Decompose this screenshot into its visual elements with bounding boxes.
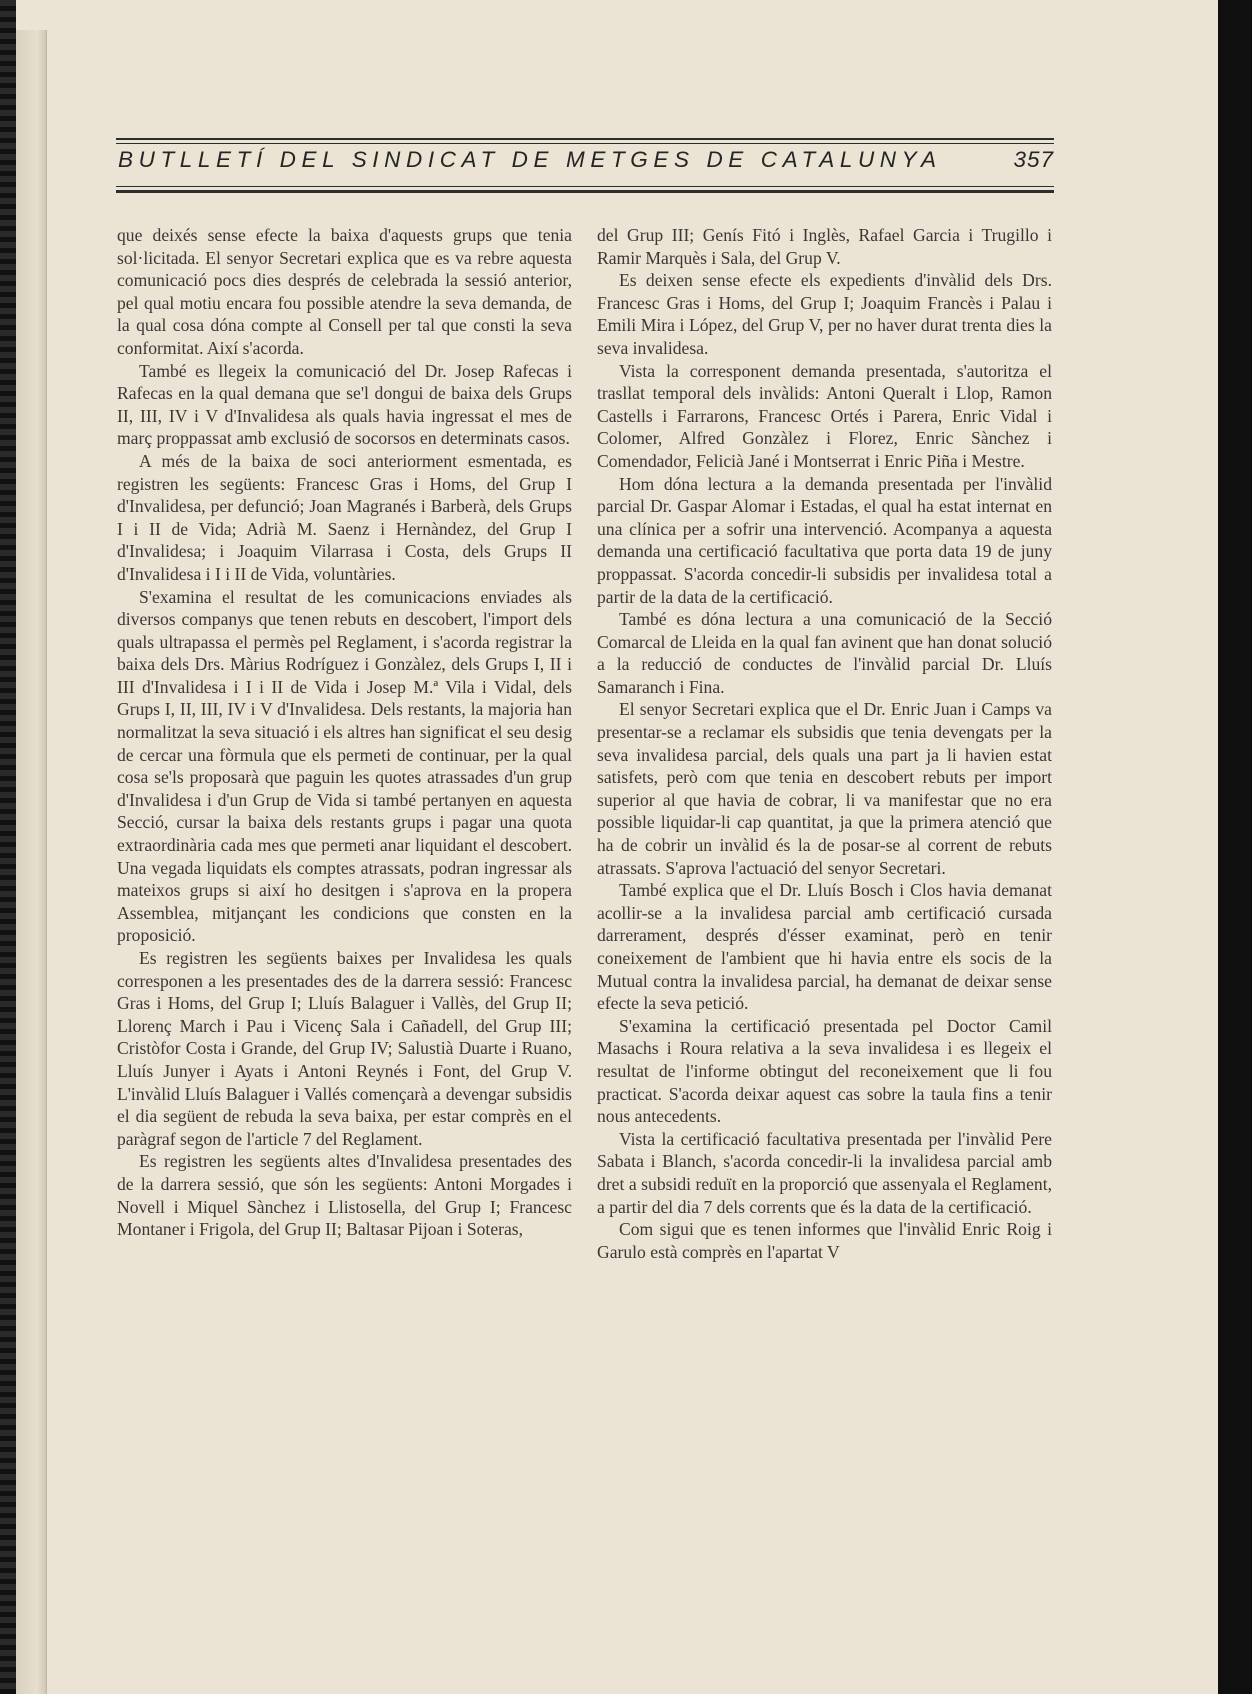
paragraph: S'examina la certificació presentada pel Doctor Camil Masachs i Roura relativa a la seva invalidesa i es llegeix el resultat de l'informe obtingut del reconeixement que li fou practicat. S'acorda deixar aquest cas sobre la taula fins a tenir nous antecedents. xyxy=(597,1015,1052,1127)
right-column xyxy=(597,224,1052,1263)
header-rule-top-thick xyxy=(116,138,1054,140)
page-number: 357 xyxy=(1013,147,1054,172)
paragraph: que deixés sense efecte la baixa d'aquests grups que tenia sol·licitada. El senyor Secretari explica que es va rebre aquesta comunicació pocs dies després de celebrada la sessió anterior, pel qual motiu encara fou possible atendre la seva demanda, de la qual cosa dóna compte al Consell per tal que consti la seva conformitat. Així s'acorda. xyxy=(117,225,572,358)
paragraph: del Grup III; Genís Fitó i Inglès, Rafael Garcia i Trugillo i Ramir Marquès i Sala, del Grup V. xyxy=(597,225,1052,268)
running-header xyxy=(116,138,1054,200)
scanner-right-border xyxy=(1218,0,1252,1694)
header-rule-top-thin xyxy=(116,143,1054,144)
left-column xyxy=(117,224,572,1241)
paragraph: També es llegeix la comunicació del Dr. Josep Rafecas i Rafecas en la qual demana que se'l dongui de baixa dels Grups II, III, IV i V d'Invalidesa als quals havia ingressat el mes de març proppassat amb exclusió de socorsos en determinats casos. xyxy=(117,360,572,449)
paragraph: S'examina el resultat de les comunicacions enviades als diversos companys que tenen rebuts en descobert, l'import dels quals ultrapassa el permès pel Reglament, i s'acorda registrar la baixa dels Drs. Màrius Rodríguez i Gonzàlez, dels Grups I, II i III d'Invalidesa i I i II de Vida i Josep M.ª Vila i Vidal, dels Grups I, II, III, IV i V d'Invalidesa. Dels restants, la majoria han normalitzat la seva situació i els altres han significat el seu desig de cercar una fòrmula que els permeti de continuar, per la qual cosa se'ls proposarà que paguin les quotes atrassades d'un grup d'Invalidesa i d'un Grup de Vida si també pertanyen en aquesta Secció, cursar la baixa dels restants grups i pagar una quota extraordinària cada mes que permeti anar liquidant el descobert. Una vegada liquidats els comptes atrassats, podran ingressar als mateixos grups si així ho desitgen i s'aprova en la propera Assemblea, mitjançant les condicions que consten en la proposició. xyxy=(117,586,572,946)
paragraph: A més de la baixa de soci anteriorment esmentada, es registren les següents: Francesc Gras i Homs, del Grup I d'Invalidesa, per defunció; Joan Magranés i Barberà, dels Grups I i II de Vida; Adrià M. Saenz i Hernàndez, del Grup I d'Invalidesa; i Joaquim Vilarrasa i Costa, dels Grups II d'Invalidesa i I i II de Vida, voluntàries. xyxy=(117,450,572,584)
paragraph: Es deixen sense efecte els expedients d'invàlid dels Drs. Francesc Gras i Homs, del Grup I; Joaquim Francès i Palau i Emili Mira i López, del Grup V, per no haver durat trenta dies la seva invalidesa. xyxy=(597,270,1052,358)
paragraph: Com sigui que es tenen informes que l'invàlid Enric Roig i Garulo està comprès en l'apartat V xyxy=(597,1219,1052,1262)
previous-page-edge xyxy=(16,30,47,1694)
header-rule-bottom-thin xyxy=(116,186,1054,187)
paragraph: També explica que el Dr. Lluís Bosch i Clos havia demanat acollir-se a la invalidesa parcial amb certificació cursada darrerament, després d'ésser examinat, però en tenir coneixement de l'ambient que hi havia entre els socis de la Mutual contra la invalidesa parcial, ha demanat de deixar sense efecte la seva petició. xyxy=(597,880,1052,1014)
paragraph: Es registren les següents altes d'Invalidesa presentades des de la darrera sessió, que són les següents: Antoni Morgades i Novell i Miquel Sànchez i Llistosella, del Grup I; Francesc Montaner i Frigola, del Grup II; Baltasar Pijoan i Soteras, xyxy=(117,1151,572,1240)
paragraph: Vista la certificació facultativa presentada per l'invàlid Pere Sabata i Blanch, s'acorda concedir-li la invalidesa parcial amb dret a subsidi reduït en la proporció que assenyala el Reglament, a partir del dia 7 dels corrents que és la data de la certificació. xyxy=(597,1128,1052,1217)
header-rule-bottom-thick xyxy=(116,190,1054,193)
scanner-left-border xyxy=(0,0,16,1694)
running-title: BUTLLETÍ DEL SINDICAT DE METGES DE CATALUNYA xyxy=(118,147,942,172)
paragraph: Vista la corresponent demanda presentada, s'autoritza el trasllat temporal dels invàlids: Antoni Queralt i Llop, Ramon Castells i Farrarons, Francesc Ortés i Parera, Enric Vidal i Colomer, Alfred Gonzàlez i Florez, Enric Sànchez i Comendador, Felicià Jané i Montserrat i Enric Piña i Mestre. xyxy=(597,360,1052,471)
paragraph: Hom dóna lectura a la demanda presentada per l'invàlid parcial Dr. Gaspar Alomar i Estadas, el qual ha estat internat en una clínica per a sofrir una intervenció. Acompanya a aquesta demanda una certificació facultativa que porta data 19 de juny proppassat. S'acorda concedir-li subsidis per invalidesa total a partir de la data de la certificació. xyxy=(597,473,1052,607)
paragraph: Es registren les següents baixes per Invalidesa les quals corresponen a les presentades des de la darrera sessió: Francesc Gras i Homs, del Grup I; Lluís Balaguer i Vallès, del Grup II; Llorenç March i Pau i Vicenç Sala i Cañadell, del Grup III; Cristòfor Costa i Grande, del Grup IV; Salustià Duarte i Ruano, Lluís Junyer i Ayats i Antoni Reynés i Font, del Grup V. L'invàlid Lluís Balaguer i Vallés començarà a devengar subsidis el dia següent de rebuda la seva baixa, per estar comprès en el paràgraf segon de l'article 7 del Reglament. xyxy=(117,948,572,1149)
paragraph: El senyor Secretari explica que el Dr. Enric Juan i Camps va presentar-se a reclamar els subsidis que tenia devengats per la seva invalidesa parcial, dels quals una part ja li havien estat satisfets, però com que tenia en descobert rebuts per import superior al que havia de cobrar, li va manifestar que no era possible liquidar-li cap quantitat, ja que la primera atenció que ha de cobrir un invàlid és la de posar-se al corrent de rebuts atrassats. S'aprova l'actuació del senyor Secretari. xyxy=(597,699,1052,878)
paragraph: També es dóna lectura a una comunicació de la Secció Comarcal de Lleida en la qual fan avinent que han donat solució a la reducció de conductes de l'invàlid parcial Dr. Lluís Samaranch i Fina. xyxy=(597,609,1052,697)
